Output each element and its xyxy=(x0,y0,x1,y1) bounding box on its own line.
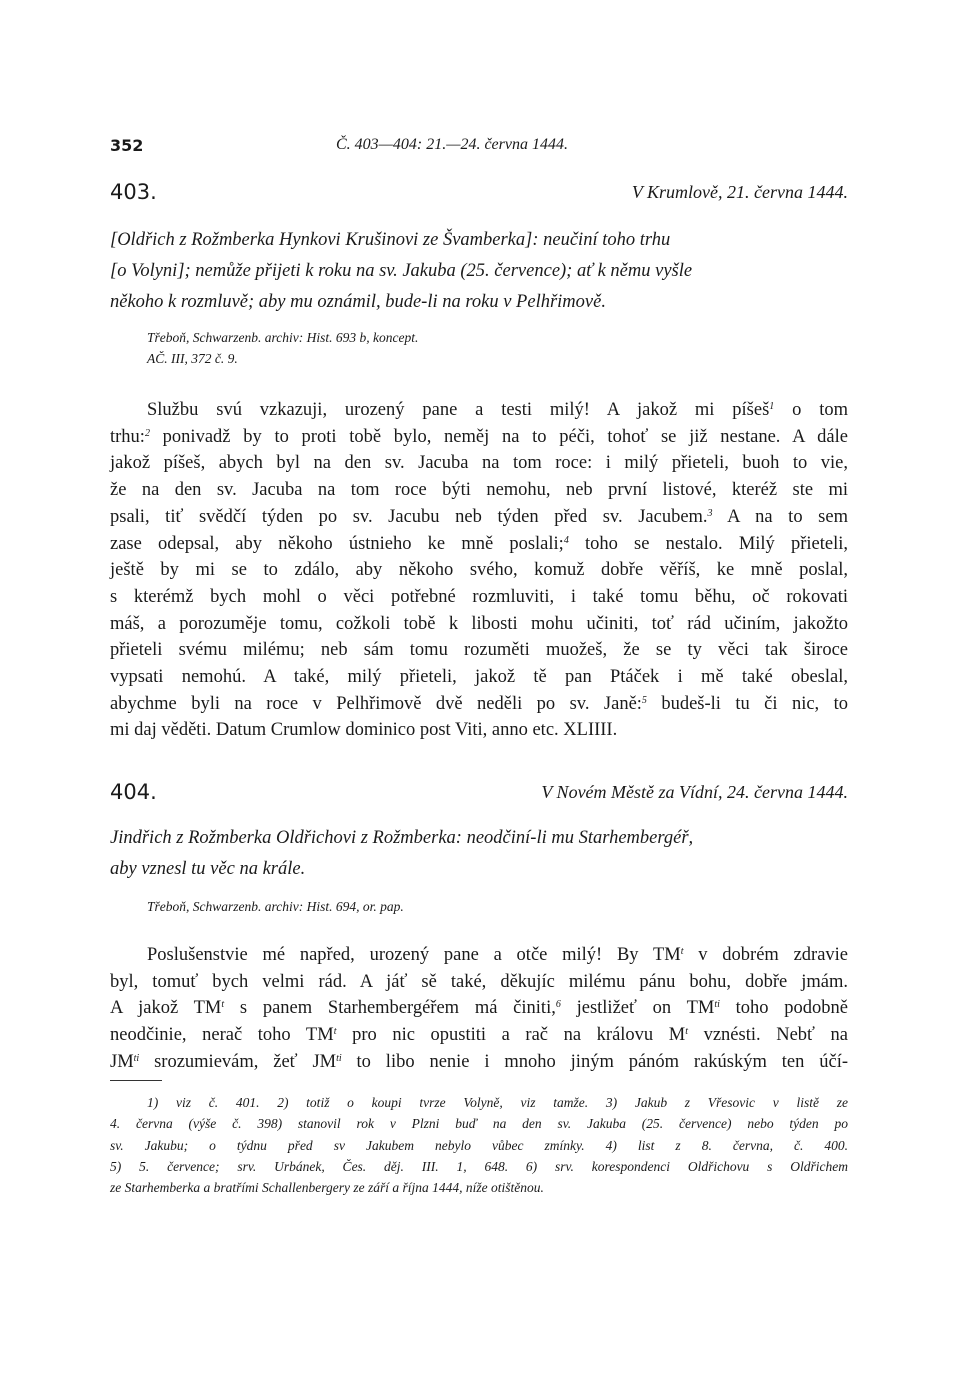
text-segment: Službu svú vzkazuji, urozený pane a testi milý! A jakož mi píšeš xyxy=(147,400,770,420)
text-segment: přieteli svému milému; neb sám tomu rozuměti muožeš, že se ty věci tak široce xyxy=(110,640,848,661)
text-segment: jestližeť on TM xyxy=(560,998,715,1019)
text-segment: pro nic opustiti a rač na královu M xyxy=(336,1025,686,1046)
footnote-line: 4. června (výše č. 398) stanovil rok v Plzni buď na den sv. Jakuba (25. července) nebo týden po xyxy=(110,1116,848,1132)
entry-number: 403. xyxy=(110,180,157,204)
text-segment: vznésti. Nebť na xyxy=(688,1025,848,1046)
footnote-marker: 4 xyxy=(563,534,569,546)
text-line xyxy=(110,450,848,477)
footnotes xyxy=(110,1092,848,1198)
footnote-marker: 2 xyxy=(144,427,150,439)
footnote-marker: t xyxy=(333,1026,337,1038)
text-line xyxy=(110,611,848,638)
footnote-marker: 6 xyxy=(555,999,561,1011)
text-line xyxy=(110,1049,848,1076)
footnote-marker: t xyxy=(680,946,684,957)
entry-number: 404. xyxy=(110,780,157,804)
footnote-line: ze Starhemberka a bratřími Schallenbergery ze září a října 1444, níže otištěnou. xyxy=(110,1180,544,1196)
text-line xyxy=(110,717,848,744)
text-segment: to libo nenie i mnoho jiným pánóm rakúským ten účí- xyxy=(341,1051,849,1072)
text-segment: o tom xyxy=(774,400,848,420)
text-line xyxy=(110,637,848,664)
footnote-marker: 1 xyxy=(769,401,775,412)
footnote-marker: t xyxy=(685,1026,688,1038)
text-line xyxy=(110,557,848,584)
text-segment: neodčinie, nerač toho TM xyxy=(110,1025,334,1046)
text-line xyxy=(110,942,848,969)
footnote-marker: 5 xyxy=(641,694,647,706)
entry-403-text xyxy=(110,397,848,744)
text-segment: s panem Starhembergéřem má činiti, xyxy=(224,998,556,1019)
entry-404-source xyxy=(147,896,404,917)
footnote-rule xyxy=(110,1080,162,1081)
text-segment: toho se nestalo. Milý přieteli, xyxy=(568,533,848,554)
text-segment: byl, tomuť bych velmi rád. A jáť sě také, děkujíc milému pánu bohu, dobře jmám. xyxy=(110,971,848,992)
text-segment: že na den sv. Jacuba na tom roce býti nemohu, neb první listové, kteréž ste mi xyxy=(110,480,848,501)
text-line xyxy=(110,397,848,424)
page-number: 352 xyxy=(110,136,144,155)
text-segment: mi daj věděti. Datum Crumlow dominico post Viti, anno etc. XLIIII. xyxy=(110,720,618,741)
entry-403-source xyxy=(147,327,418,369)
text-segment: zase odepsal, aby někoho ústnieho ke mně poslali; xyxy=(110,533,564,554)
regest-line: Jindřich z Rožmberka Oldřichovi z Rožmberka: neodčiní-li mu Starhembergéř, xyxy=(110,828,694,848)
text-segment: Poslušenstvie mé napřed, urozený pane a otče milý! By TM xyxy=(147,945,681,965)
text-segment: vypsati nemohú. A také, milý přieteli, jakož tě pan Ptáček i mě také obeslal, xyxy=(110,667,848,688)
text-line xyxy=(110,969,848,996)
text-segment: máš, a porozuměje tomu, cožkoli tobě k libosti mohu učiniti, toť rád učiním, jakožto xyxy=(110,613,848,634)
text-line xyxy=(110,504,848,531)
entry-403-header xyxy=(110,180,848,208)
entry-place-date: V Novém Městě za Vídní, 24. června 1444. xyxy=(541,782,848,802)
entry-404-regest xyxy=(110,823,848,885)
footnote-marker: ti xyxy=(133,1052,140,1064)
text-line xyxy=(110,477,848,504)
running-header xyxy=(110,136,848,158)
text-segment: v dobrém zdravie xyxy=(683,945,849,965)
running-title: Č. 403—404: 21.—24. června 1444. xyxy=(336,136,568,153)
text-line xyxy=(110,995,848,1022)
source-line: Třeboň, Schwarzenb. archiv: Hist. 693 b, koncept. xyxy=(147,330,419,345)
footnote-line: 1) viz č. 401. 2) totiž o koupi tvrze Volyně, viz tamže. 3) Jakub z Vřesovic v listě ze xyxy=(147,1095,848,1110)
text-segment: ponivadž by to proti tobě bylo, neměj na to péči, tohoť se již nestane. A dále xyxy=(149,426,848,447)
text-segment: A jakož TM xyxy=(110,998,222,1019)
text-line xyxy=(110,531,848,558)
text-segment: jakož píšeš, abych byl na den sv. Jacuba na tom roce: i milý přieteli, buoh to vie, xyxy=(110,453,848,474)
footnote-line: sv. Jakubu; o týdnu před sv Jakubem nebylo vůbec zmínky. 4) list z 8. června, č. 400. xyxy=(110,1137,848,1153)
text-segment: budeš-li tu či nic, to xyxy=(646,693,848,714)
text-line xyxy=(110,664,848,691)
text-line xyxy=(110,424,848,451)
text-line xyxy=(110,1022,848,1049)
text-line xyxy=(110,691,848,718)
text-segment: abychme byli na roce v Pelhřimově dvě neděli po sv. Janě: xyxy=(110,693,642,714)
regest-line: [Oldřich z Rožmberka Hynkovi Krušinovi ze Švamberka]: neučiní toho trhu xyxy=(110,230,671,250)
text-segment: psali, tiť svědčí týden po sv. Jacubu neb týden před sv. Jacubem. xyxy=(110,506,708,527)
text-segment: JM xyxy=(110,1051,134,1072)
footnote-marker: 3 xyxy=(707,507,713,519)
regest-line: někoho k rozmluvě; aby mu oznámil, bude-li na roku v Pelhřimově. xyxy=(110,292,606,312)
footnote-marker: t xyxy=(221,999,225,1011)
footnote-line: 5) 5. července; srv. Urbánek, Čes. děj. III. 1, 648. 6) srv. korespondenci Oldřichovu s Oldřichem xyxy=(110,1158,848,1174)
entry-404-text xyxy=(110,942,848,1076)
entry-404-header xyxy=(110,780,848,808)
text-segment: trhu: xyxy=(110,426,145,447)
regest-line: [o Volyni]; nemůže přijeti k roku na sv. Jakuba (25. července); ať k němu vyšle xyxy=(110,261,693,281)
text-segment: A na to sem xyxy=(712,506,848,527)
text-segment: s kterémž bych mohl o věci potřebné rozmluviti, i také tomu běhu, oč rokovati xyxy=(110,586,848,607)
regest-line: aby vznesl tu věc na krále. xyxy=(110,859,306,879)
source-line: Třeboň, Schwarzenb. archiv: Hist. 694, or. pap. xyxy=(147,899,404,914)
text-line xyxy=(110,584,848,611)
entry-403-regest xyxy=(110,225,848,318)
footnote-marker: ti xyxy=(714,999,720,1011)
text-segment: srozumievám, žeť JM xyxy=(139,1051,337,1072)
source-line: AČ. III, 372 č. 9. xyxy=(147,351,238,366)
text-segment: ještě by mi se to zdálo, aby někoho svého, komuž dobře věříš, ke mně poslal, xyxy=(110,560,848,581)
footnote-marker: ti xyxy=(336,1052,342,1064)
text-segment: toho podobně xyxy=(719,998,849,1019)
entry-place-date: V Krumlově, 21. června 1444. xyxy=(631,182,848,202)
